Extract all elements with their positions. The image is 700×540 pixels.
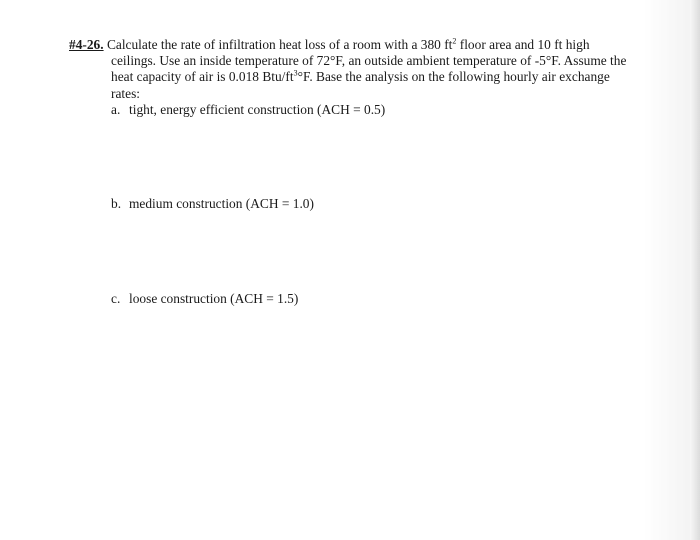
- part-b-text: medium construction (ACH = 1.0): [129, 196, 314, 211]
- problem-number: #4-26.: [69, 37, 104, 52]
- part-c: [111, 291, 298, 307]
- problem-line-1: [69, 37, 639, 53]
- part-a-letter: a.: [111, 102, 121, 117]
- problem-text-1: Calculate the rate of infiltration heat loss of a room with a 380 ft: [106, 37, 453, 52]
- problem-text-3: heat capacity of air is 0.018 Btu/ft: [111, 69, 294, 85]
- problem-text-3-end: °F. Base the analysis on the following hourly air exchange: [297, 69, 610, 85]
- problem-text-1-end: floor area and 10 ft high: [456, 37, 590, 52]
- part-a: [111, 102, 385, 118]
- superscript-3: 3: [293, 68, 298, 78]
- superscript-2: 2: [452, 36, 457, 46]
- problem-continuation: [69, 53, 639, 102]
- part-a-text: tight, energy efficient construction (ACH = 0.5): [129, 102, 386, 117]
- part-b-letter: b.: [111, 196, 122, 211]
- problem-line-2: ceilings. Use an inside temperature of 72°F, an outside ambient temperature of -5°F. Assume the: [111, 53, 627, 69]
- part-c-text: loose construction (ACH = 1.5): [129, 291, 299, 306]
- page-edge-shadow: [690, 0, 700, 540]
- part-b: [111, 196, 314, 212]
- problem-line-4: rates:: [111, 85, 140, 101]
- problem-statement: [69, 37, 639, 102]
- problem-line-3: [111, 69, 639, 85]
- part-c-letter: c.: [111, 291, 121, 306]
